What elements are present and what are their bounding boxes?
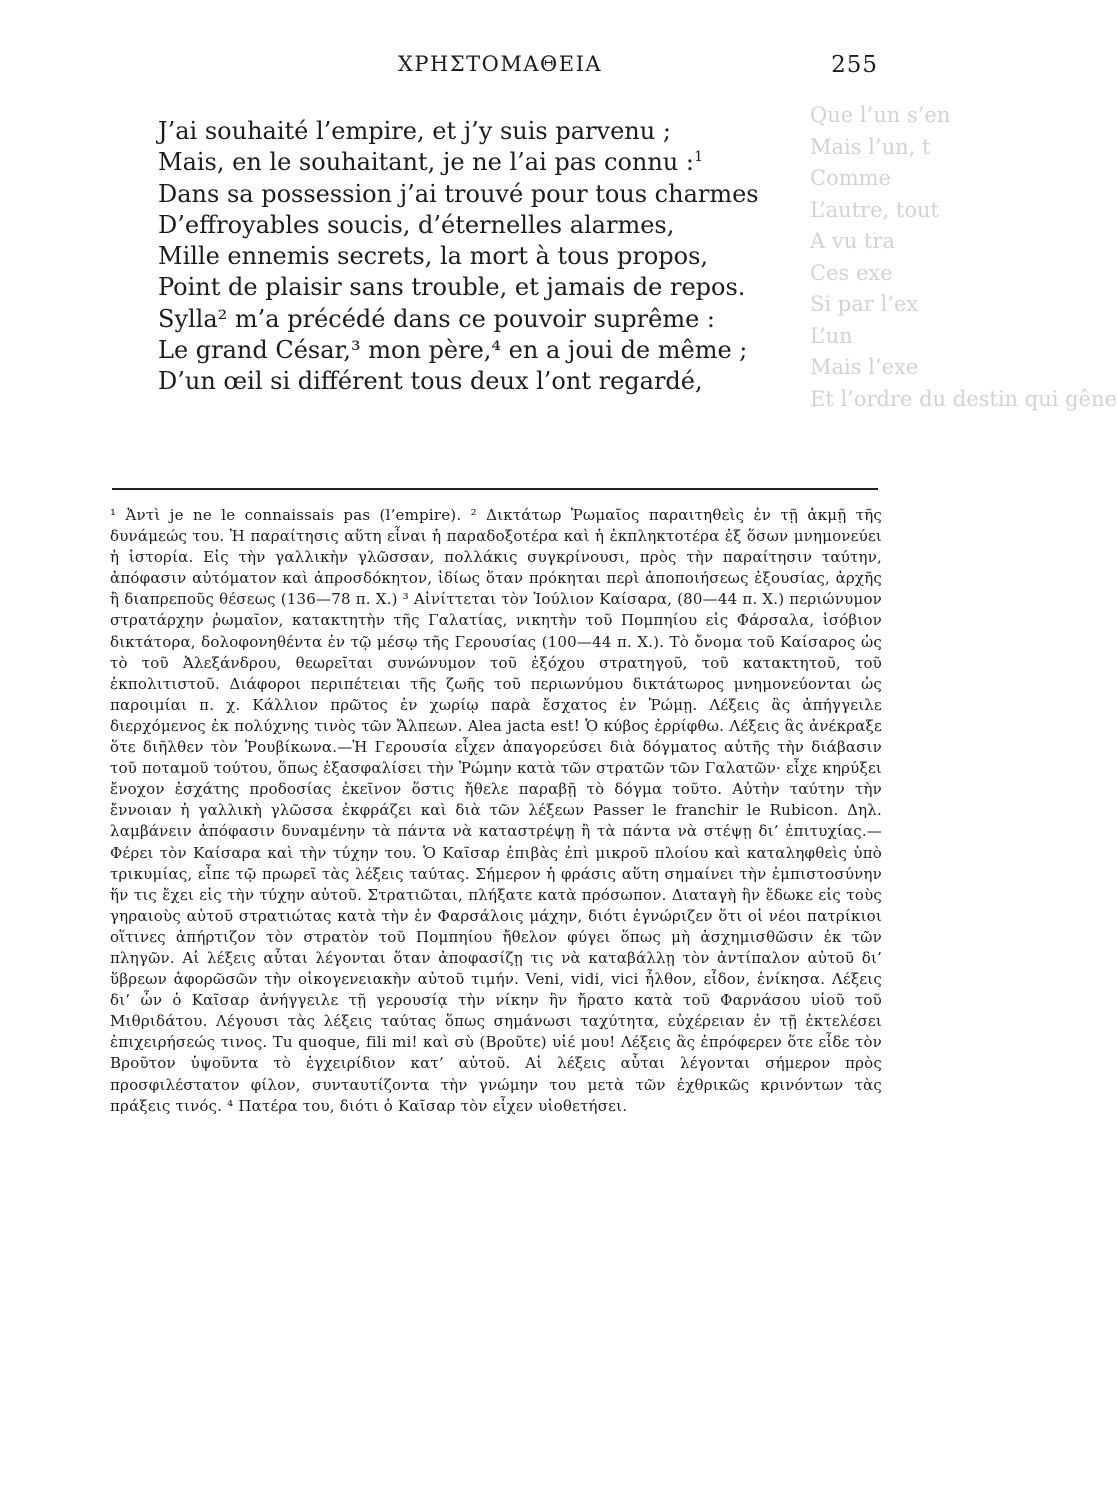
verse-text: Mais, en le souhaitant, je ne l’ai pas connu : (158, 148, 694, 177)
verse-text: D’effroyables soucis, d’éternelles alarmes, (158, 210, 675, 239)
bleed-line: L’un (810, 323, 853, 348)
bleed-line: Mais l’exe (810, 355, 919, 379)
page-number: 255 (831, 52, 878, 78)
verse-line (158, 272, 808, 303)
bleed-through-text (810, 100, 1117, 560)
verse-block (158, 116, 808, 398)
footnotes-section (110, 505, 882, 1117)
bleed-line: Mais l’un, t (810, 134, 931, 159)
footnotes-text: ¹ Ἀντὶ je ne le connaissais pas (l’empire). ² Δικτάτωρ Ῥωμαῖος παραιτηθεὶς ἐν τῇ ἀκμῇ τῆς δυνάμεώς του. Ἡ παραίτησις αὕτη εἶναι ἡ παραδοξοτέρα καὶ ἡ ἐκπληκτοτέρα ἐξ ὅσων μνημονεύει ἡ ἱστορία. Εἰς τὴν γαλλικὴν γλῶσσαν, πολλάκις συγκρίνουσι, πρὸς τὴν παραίτησιν ταύτην, ἀπόφασιν αὐτόματον καὶ ἀπροσδόκητον, ἰδίως ὅταν πρόκηται περὶ ἀποποιήσεως ἐξουσίας, ἀρχῆς ἢ διαπρεποῦς θέσεως (136—78 π. Χ.) ³ Αἰνίττεται τὸν Ἰούλιον Καίσαρα, (80—44 π. Χ.) περιώνυμον στρατάρχην ῥωμαῖον, κατακτητὴν τῆς Γαλατίας, νικητὴν τοῦ Πομπηίου εἰς Φάρσαλα, ἰσόβιον δικτάτορα, δολοφονηθέντα ἐν τῷ μέσῳ τῆς Γερουσίας (100—44 π. Χ.). Τὸ ὄνομα τοῦ Καίσαρος ὡς τὸ τοῦ Ἀλεξάνδρου, θεωρεῖται συνώνυμον τοῦ ἐξόχου στρατηγοῦ, τοῦ κατακτητοῦ, τοῦ ἐκπολιτιστοῦ. Διάφοροι περιπέτειαι τῆς ζωῆς τοῦ περιωνύμου δικτάτωρος μνημονεύονται ὡς παροιμίαι π. χ. Κάλλιον πρῶτος ἐν χωρίῳ παρὰ ἔσχατος ἐν Ῥώμῃ. Λέξεις ἃς ἀπήγγειλε διερχόμενος ἐκ πολύχνης τινὸς τῶν Ἄλπεων. Alea jacta est! Ὁ κύβος ἐρρίφθω. Λέξεις ἃς ἀνέκραξε ὅτε διῆλθεν τὸν Ῥουβίκωνα.—Ἡ Γερουσία εἶχεν ἀπαγορεύσει διὰ δόγματος αὐτῆς τὴν διάβασιν τοῦ ποταμοῦ τούτου, ὅπως ἐξασφαλίσει τὴν Ῥώμην κατὰ τῶν στρατῶν τῶν Γαλατῶν· εἶχε κηρύξει ἔνοχον ἐσχάτης προδοσίας ἐκεῖνον ὅστις ἤθελε παραβῇ τὸ δόγμα τοῦτο. Αὐτὴν ταύτην τὴν ἔννοιαν ἡ γαλλικὴ γλῶσσα ἐκφράζει καὶ διὰ τῶν λέξεων Passer le franchir le Rubicon. Δηλ. λαμβάνειν ἀπόφασιν δυναμένην τὰ πάντα νὰ καταστρέψῃ ἢ τὰ πάντα νὰ στέψῃ δι’ ἐπιτυχίας.—Φέρει τὸν Καίσαρα καὶ τὴν τύχην του. Ὁ Καῖσαρ ἐπιβὰς ἐπὶ μικροῦ πλοίου καὶ καταληφθεὶς ὑπὸ τρικυμίας, εἶπε τῷ πρωρεῖ τὰς λέξεις ταύτας. Σήμερον ἡ φράσις αὕτη σημαίνει τὴν ἐμπιστοσύνην ἥν τις ἔχει εἰς τὴν τύχην αὐτοῦ. Στρατιῶται, πλήξατε κατὰ πρόσωπον. Διαταγὴ ἣν ἔδωκε εἰς τοὺς γηραιοὺς αὐτοῦ στρατιώτας κατὰ τὴν ἐν Φαρσάλοις μάχην, διότι ἐγνώριζεν ὅτι οἱ νέοι πατρίκιοι οἵτινες ἀπήρτιζον τὸν στρατὸν τοῦ Πομπηίου ἤθελον φύγει ὅπως μὴ ἀσχημισθῶσιν ἐκ τῶν πληγῶν. Αἱ λέξεις αὗται λέγονται ὅταν ἀποφασίζῃ τις νὰ καταβάλλῃ τὸν ἀντίπαλον αὐτοῦ δι’ ὕβρεων ἀφορῶσῶν τὴν οἰκογενειακὴν αὐτοῦ τιμήν. Veni, vidi, vici ἦλθον, εἶδον, ἐνίκησα. Λέξεις δι’ ὧν ὁ Καῖσαρ ἀνήγγειλε τῇ γερουσίᾳ τὴν νίκην ἣν ἤρατο κατὰ τοῦ Φαρνάσου υἱοῦ τοῦ Μιθριδάτου. Λέγουσι τὰς λέξεις ταύτας ὅπως σημάνωσι ταχύτητα, εὐχέρειαν ἐν τῇ ἐκτελέσει ἐπιχειρήσεώς τινος. Tu quoque, fili mi! καὶ σὺ (Βροῦτε) υἱέ μου! Λέξεις ἃς ἐπρόφερεν ὅτε εἶδε τὸν Βροῦτον ὑψοῦντα τὸ ἐγχειρίδιον κατ’ αὐτοῦ. Αἱ λέξεις αὗται λέγονται σήμερον πρὸς προσφιλέστατον φίλον, συνταυτίζοντα τὴν γνώμην του μετὰ τῶν ἐχθρικῶς κρινόντων τὰς πράξεις τινός. ⁴ Πατέρα του, διότι ὁ Καῖσαρ τὸν εἶχεν υἱοθετήσει. (110, 506, 882, 1115)
bleed-line: Si par l’ex (810, 292, 919, 316)
bleed-line: Comme (810, 166, 891, 190)
bleed-line: Et l’ordre du destin qui gêne (810, 386, 1117, 411)
verse-line (158, 366, 808, 397)
bleed-line: Ces exe (810, 260, 893, 285)
verse-line (158, 210, 808, 241)
verse-line (158, 147, 808, 178)
verse-line (158, 335, 808, 366)
bleed-line: Que l’un s’en (810, 103, 951, 127)
bleed-line: L’autre, tout (810, 197, 939, 222)
verse-line (158, 241, 808, 272)
verse-text: Point de plaisir sans trouble, et jamais de repos. (158, 273, 746, 302)
verse-text: Le grand César,³ mon père,⁴ en a joui de même ; (158, 336, 748, 365)
footnote-marker: 1 (693, 149, 704, 166)
bleed-line: A vu tra (810, 229, 895, 253)
verse-text: D’un œil si différent tous deux l’ont regardé, (158, 367, 703, 396)
verse-text: Mille ennemis secrets, la mort à tous propos, (158, 242, 709, 271)
running-title: ΧΡΗΣΤΟΜΑΘΕΙΑ (397, 52, 603, 76)
verse-line (158, 116, 808, 147)
footnote-divider (112, 488, 878, 490)
verse-text: Dans sa possession j’ai trouvé pour tous charmes (158, 179, 759, 208)
verse-line (158, 304, 808, 335)
verse-text: J’ai souhaité l’empire, et j’y suis parvenu ; (158, 117, 671, 145)
verse-line (158, 179, 808, 210)
verse-text: Sylla² m’a précédé dans ce pouvoir suprême : (158, 304, 716, 333)
page-header (150, 52, 878, 92)
